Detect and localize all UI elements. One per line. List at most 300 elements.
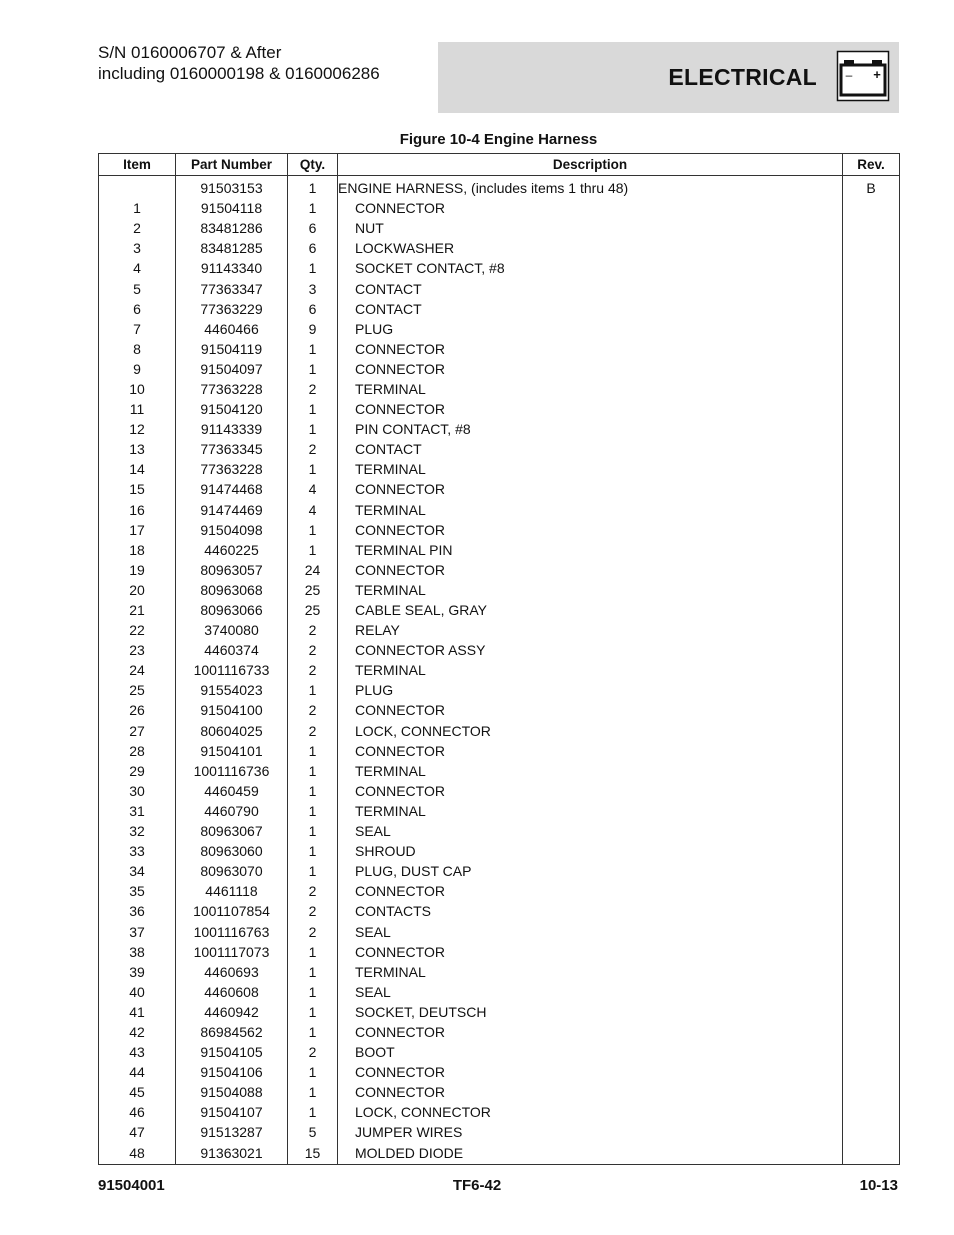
qty-cell: 1	[288, 399, 338, 419]
item-cell: 4	[99, 258, 176, 278]
rev-cell	[843, 901, 900, 921]
description-cell: CONNECTOR	[338, 741, 843, 761]
rev-cell	[843, 1042, 900, 1062]
description-cell: CONNECTOR	[338, 700, 843, 720]
rev-cell	[843, 258, 900, 278]
description-cell: PLUG, DUST CAP	[338, 861, 843, 881]
table-row	[99, 921, 900, 941]
table-row	[99, 962, 900, 982]
item-cell: 28	[99, 741, 176, 761]
description-cell: CONNECTOR	[338, 359, 843, 379]
item-cell: 35	[99, 881, 176, 901]
description-cell: BOOT	[338, 1042, 843, 1062]
figure-title: Figure 10-4 Engine Harness	[399, 131, 598, 148]
column-header-item: Item	[99, 154, 176, 176]
part-number-cell: 80963070	[176, 861, 288, 881]
description-cell: TERMINAL	[338, 580, 843, 600]
table-row	[99, 540, 900, 560]
table-row	[99, 600, 900, 620]
qty-cell: 1	[288, 1102, 338, 1122]
qty-cell: 1	[288, 962, 338, 982]
part-number-cell: 1001116733	[176, 660, 288, 680]
rev-cell	[843, 1102, 900, 1122]
item-cell: 8	[99, 339, 176, 359]
description-cell: CONNECTOR	[338, 520, 843, 540]
qty-cell: 24	[288, 560, 338, 580]
qty-cell: 1	[288, 861, 338, 881]
item-cell: 19	[99, 560, 176, 580]
description-cell: CONNECTOR	[338, 1062, 843, 1082]
rev-cell	[843, 801, 900, 821]
qty-cell: 1	[288, 841, 338, 861]
qty-cell: 2	[288, 1042, 338, 1062]
table-row	[99, 560, 900, 580]
description-cell: NUT	[338, 218, 843, 238]
qty-cell: 1	[288, 741, 338, 761]
rev-cell	[843, 680, 900, 700]
rev-cell	[843, 1002, 900, 1022]
description-cell: SHROUD	[338, 841, 843, 861]
table-row	[99, 982, 900, 1002]
description-cell: CONTACT	[338, 299, 843, 319]
table-row	[99, 1082, 900, 1102]
part-number-cell: 83481285	[176, 238, 288, 258]
description-cell: TERMINAL	[338, 459, 843, 479]
part-number-cell: 4460459	[176, 781, 288, 801]
parts-table-body	[99, 176, 900, 1165]
item-cell: 43	[99, 1042, 176, 1062]
description-cell: CONNECTOR	[338, 479, 843, 499]
column-header-part-number: Part Number	[176, 154, 288, 176]
part-number-cell: 91504119	[176, 339, 288, 359]
item-cell: 40	[99, 982, 176, 1002]
table-row	[99, 176, 900, 199]
rev-cell: B	[843, 176, 900, 199]
description-cell: CONNECTOR	[338, 1082, 843, 1102]
item-cell	[99, 176, 176, 199]
description-cell: SEAL	[338, 921, 843, 941]
rev-cell	[843, 640, 900, 660]
table-row	[99, 198, 900, 218]
table-row	[99, 520, 900, 540]
part-number-cell: 91513287	[176, 1122, 288, 1142]
rev-cell	[843, 278, 900, 298]
rev-cell	[843, 439, 900, 459]
part-number-cell: 91504106	[176, 1062, 288, 1082]
rev-cell	[843, 580, 900, 600]
part-number-cell: 3740080	[176, 620, 288, 640]
item-cell: 23	[99, 640, 176, 660]
qty-cell: 25	[288, 580, 338, 600]
item-cell: 9	[99, 359, 176, 379]
table-row	[99, 1042, 900, 1062]
qty-cell: 1	[288, 1082, 338, 1102]
qty-cell: 1	[288, 359, 338, 379]
item-cell: 13	[99, 439, 176, 459]
description-cell: CONNECTOR	[338, 781, 843, 801]
table-row	[99, 1102, 900, 1122]
description-cell: CONNECTOR ASSY	[338, 640, 843, 660]
description-cell: CONTACT	[338, 439, 843, 459]
table-row	[99, 821, 900, 841]
item-cell: 34	[99, 861, 176, 881]
table-row	[99, 238, 900, 258]
column-header-rev: Rev.	[843, 154, 900, 176]
part-number-cell: 4460374	[176, 640, 288, 660]
rev-cell	[843, 881, 900, 901]
item-cell: 25	[99, 680, 176, 700]
column-header-description: Description	[338, 154, 843, 176]
part-number-cell: 80963066	[176, 600, 288, 620]
part-number-cell: 91504100	[176, 700, 288, 720]
item-cell: 7	[99, 319, 176, 339]
qty-cell: 6	[288, 238, 338, 258]
rev-cell	[843, 520, 900, 540]
qty-cell: 1	[288, 801, 338, 821]
description-cell: CONNECTOR	[338, 560, 843, 580]
item-cell: 44	[99, 1062, 176, 1082]
part-number-cell: 80963067	[176, 821, 288, 841]
table-row	[99, 741, 900, 761]
part-number-cell: 91504118	[176, 198, 288, 218]
qty-cell: 1	[288, 982, 338, 1002]
qty-cell: 1	[288, 680, 338, 700]
qty-cell: 2	[288, 700, 338, 720]
part-number-cell: 80963060	[176, 841, 288, 861]
item-cell: 12	[99, 419, 176, 439]
part-number-cell: 77363345	[176, 439, 288, 459]
rev-cell	[843, 299, 900, 319]
battery-plus-sign: +	[873, 67, 881, 82]
qty-cell: 1	[288, 176, 338, 199]
description-cell: TERMINAL	[338, 761, 843, 781]
qty-cell: 4	[288, 479, 338, 499]
qty-cell: 1	[288, 540, 338, 560]
part-number-cell: 86984562	[176, 1022, 288, 1042]
part-number-cell: 4460693	[176, 962, 288, 982]
item-cell: 30	[99, 781, 176, 801]
qty-cell: 2	[288, 379, 338, 399]
rev-cell	[843, 459, 900, 479]
battery-minus-sign: –	[845, 68, 853, 82]
table-row	[99, 801, 900, 821]
rev-cell	[843, 841, 900, 861]
qty-cell: 2	[288, 901, 338, 921]
item-cell: 5	[99, 278, 176, 298]
rev-cell	[843, 600, 900, 620]
description-cell: LOCK, CONNECTOR	[338, 721, 843, 741]
item-cell: 33	[99, 841, 176, 861]
item-cell: 37	[99, 921, 176, 941]
table-row	[99, 319, 900, 339]
table-row	[99, 700, 900, 720]
table-row	[99, 901, 900, 921]
description-cell: TERMINAL PIN	[338, 540, 843, 560]
qty-cell: 2	[288, 640, 338, 660]
rev-cell	[843, 399, 900, 419]
table-row	[99, 640, 900, 660]
table-row	[99, 379, 900, 399]
rev-cell	[843, 1122, 900, 1142]
item-cell: 20	[99, 580, 176, 600]
item-cell: 36	[99, 901, 176, 921]
table-row	[99, 439, 900, 459]
qty-cell: 2	[288, 439, 338, 459]
table-row	[99, 781, 900, 801]
qty-cell: 1	[288, 761, 338, 781]
part-number-cell: 91504120	[176, 399, 288, 419]
table-header-row	[99, 154, 900, 176]
item-cell: 32	[99, 821, 176, 841]
part-number-cell: 1001117073	[176, 942, 288, 962]
rev-cell	[843, 700, 900, 720]
part-number-cell: 91503153	[176, 176, 288, 199]
rev-cell	[843, 821, 900, 841]
table-row	[99, 1002, 900, 1022]
part-number-cell: 77363347	[176, 278, 288, 298]
part-number-cell: 91504101	[176, 741, 288, 761]
rev-cell	[843, 861, 900, 881]
rev-cell	[843, 660, 900, 680]
qty-cell: 1	[288, 781, 338, 801]
description-cell: TERMINAL	[338, 801, 843, 821]
description-cell: LOCKWASHER	[338, 238, 843, 258]
parts-table	[98, 153, 900, 1165]
item-cell: 38	[99, 942, 176, 962]
table-row	[99, 721, 900, 741]
qty-cell: 2	[288, 721, 338, 741]
section-banner	[438, 42, 899, 113]
rev-cell	[843, 620, 900, 640]
rev-cell	[843, 942, 900, 962]
description-cell: CONNECTOR	[338, 881, 843, 901]
table-row	[99, 419, 900, 439]
part-number-cell: 91504105	[176, 1042, 288, 1062]
item-cell: 24	[99, 660, 176, 680]
rev-cell	[843, 500, 900, 520]
item-cell: 42	[99, 1022, 176, 1042]
table-row	[99, 459, 900, 479]
item-cell: 48	[99, 1143, 176, 1165]
part-number-cell: 4460942	[176, 1002, 288, 1022]
qty-cell: 1	[288, 1062, 338, 1082]
qty-cell: 1	[288, 419, 338, 439]
qty-cell: 1	[288, 198, 338, 218]
item-cell: 3	[99, 238, 176, 258]
description-cell: TERMINAL	[338, 500, 843, 520]
item-cell: 11	[99, 399, 176, 419]
rev-cell	[843, 319, 900, 339]
description-cell: TERMINAL	[338, 962, 843, 982]
table-row	[99, 881, 900, 901]
table-row	[99, 841, 900, 861]
item-cell: 15	[99, 479, 176, 499]
part-number-cell: 91504088	[176, 1082, 288, 1102]
table-row	[99, 1143, 900, 1165]
item-cell: 27	[99, 721, 176, 741]
qty-cell: 15	[288, 1143, 338, 1165]
serial-line-1: S/N 0160006707 & After	[98, 43, 282, 62]
serial-line-2: including 0160000198 & 0160006286	[98, 64, 380, 83]
part-number-cell: 77363229	[176, 299, 288, 319]
rev-cell	[843, 721, 900, 741]
description-cell: MOLDED DIODE	[338, 1143, 843, 1165]
part-number-cell: 4460790	[176, 801, 288, 821]
part-number-cell: 4460608	[176, 982, 288, 1002]
description-cell: CONNECTOR	[338, 1022, 843, 1042]
qty-cell: 1	[288, 821, 338, 841]
table-row	[99, 218, 900, 238]
rev-cell	[843, 540, 900, 560]
table-row	[99, 660, 900, 680]
rev-cell	[843, 781, 900, 801]
item-cell: 18	[99, 540, 176, 560]
qty-cell: 2	[288, 881, 338, 901]
description-cell: LOCK, CONNECTOR	[338, 1102, 843, 1122]
qty-cell: 1	[288, 459, 338, 479]
table-row	[99, 680, 900, 700]
part-number-cell: 91504098	[176, 520, 288, 540]
description-cell: TERMINAL	[338, 379, 843, 399]
description-cell: SOCKET, DEUTSCH	[338, 1002, 843, 1022]
item-cell: 16	[99, 500, 176, 520]
table-row	[99, 299, 900, 319]
rev-cell	[843, 1062, 900, 1082]
table-row	[99, 761, 900, 781]
battery-icon	[836, 50, 890, 102]
table-row	[99, 1022, 900, 1042]
description-cell: CONTACT	[338, 278, 843, 298]
item-cell: 47	[99, 1122, 176, 1142]
rev-cell	[843, 962, 900, 982]
part-number-cell: 91554023	[176, 680, 288, 700]
table-row	[99, 500, 900, 520]
part-number-cell: 91474469	[176, 500, 288, 520]
table-row	[99, 479, 900, 499]
qty-cell: 1	[288, 339, 338, 359]
description-cell: JUMPER WIRES	[338, 1122, 843, 1142]
item-cell: 21	[99, 600, 176, 620]
table-row	[99, 1122, 900, 1142]
rev-cell	[843, 982, 900, 1002]
qty-cell: 1	[288, 520, 338, 540]
table-row	[99, 580, 900, 600]
part-number-cell: 1001116763	[176, 921, 288, 941]
qty-cell: 2	[288, 620, 338, 640]
part-number-cell: 4460466	[176, 319, 288, 339]
qty-cell: 1	[288, 942, 338, 962]
table-row	[99, 620, 900, 640]
table-row	[99, 399, 900, 419]
footer-doc-number: 91504001	[98, 1177, 165, 1194]
description-cell: CONNECTOR	[338, 399, 843, 419]
rev-cell	[843, 198, 900, 218]
part-number-cell: 77363228	[176, 459, 288, 479]
table-row	[99, 1062, 900, 1082]
part-number-cell: 83481286	[176, 218, 288, 238]
part-number-cell: 80963057	[176, 560, 288, 580]
part-number-cell: 91363021	[176, 1143, 288, 1165]
qty-cell: 1	[288, 1002, 338, 1022]
rev-cell	[843, 238, 900, 258]
description-cell: CABLE SEAL, GRAY	[338, 600, 843, 620]
table-row	[99, 258, 900, 278]
rev-cell	[843, 419, 900, 439]
item-cell: 39	[99, 962, 176, 982]
item-cell: 29	[99, 761, 176, 781]
rev-cell	[843, 761, 900, 781]
table-row	[99, 339, 900, 359]
qty-cell: 2	[288, 921, 338, 941]
table-row	[99, 359, 900, 379]
part-number-cell: 91143339	[176, 419, 288, 439]
description-cell: ENGINE HARNESS, (includes items 1 thru 48)	[338, 176, 843, 199]
rev-cell	[843, 359, 900, 379]
qty-cell: 3	[288, 278, 338, 298]
item-cell: 1	[99, 198, 176, 218]
table-row	[99, 942, 900, 962]
part-number-cell: 4461118	[176, 881, 288, 901]
rev-cell	[843, 1022, 900, 1042]
section-title: ELECTRICAL	[668, 64, 817, 90]
part-number-cell: 1001107854	[176, 901, 288, 921]
rev-cell	[843, 339, 900, 359]
qty-cell: 6	[288, 218, 338, 238]
description-cell: RELAY	[338, 620, 843, 640]
qty-cell: 2	[288, 660, 338, 680]
footer-page-number: 10-13	[859, 1177, 898, 1194]
qty-cell: 4	[288, 500, 338, 520]
description-cell: CONNECTOR	[338, 339, 843, 359]
item-cell: 31	[99, 801, 176, 821]
description-cell: PLUG	[338, 319, 843, 339]
table-row	[99, 861, 900, 881]
item-cell: 22	[99, 620, 176, 640]
rev-cell	[843, 1082, 900, 1102]
description-cell: SEAL	[338, 982, 843, 1002]
rev-cell	[843, 1143, 900, 1165]
part-number-cell: 91474468	[176, 479, 288, 499]
rev-cell	[843, 921, 900, 941]
part-number-cell: 91143340	[176, 258, 288, 278]
description-cell: CONNECTOR	[338, 942, 843, 962]
description-cell: PLUG	[338, 680, 843, 700]
qty-cell: 1	[288, 1022, 338, 1042]
qty-cell: 9	[288, 319, 338, 339]
item-cell: 14	[99, 459, 176, 479]
part-number-cell: 91504107	[176, 1102, 288, 1122]
part-number-cell: 1001116736	[176, 761, 288, 781]
item-cell: 2	[99, 218, 176, 238]
serial-number-block	[98, 42, 380, 84]
qty-cell: 25	[288, 600, 338, 620]
description-cell: SOCKET CONTACT, #8	[338, 258, 843, 278]
description-cell: SEAL	[338, 821, 843, 841]
description-cell: CONTACTS	[338, 901, 843, 921]
item-cell: 26	[99, 700, 176, 720]
qty-cell: 1	[288, 258, 338, 278]
rev-cell	[843, 560, 900, 580]
table-row	[99, 278, 900, 298]
item-cell: 17	[99, 520, 176, 540]
description-cell: PIN CONTACT, #8	[338, 419, 843, 439]
item-cell: 45	[99, 1082, 176, 1102]
rev-cell	[843, 479, 900, 499]
rev-cell	[843, 379, 900, 399]
description-cell: CONNECTOR	[338, 198, 843, 218]
qty-cell: 5	[288, 1122, 338, 1142]
column-header-qty: Qty.	[288, 154, 338, 176]
